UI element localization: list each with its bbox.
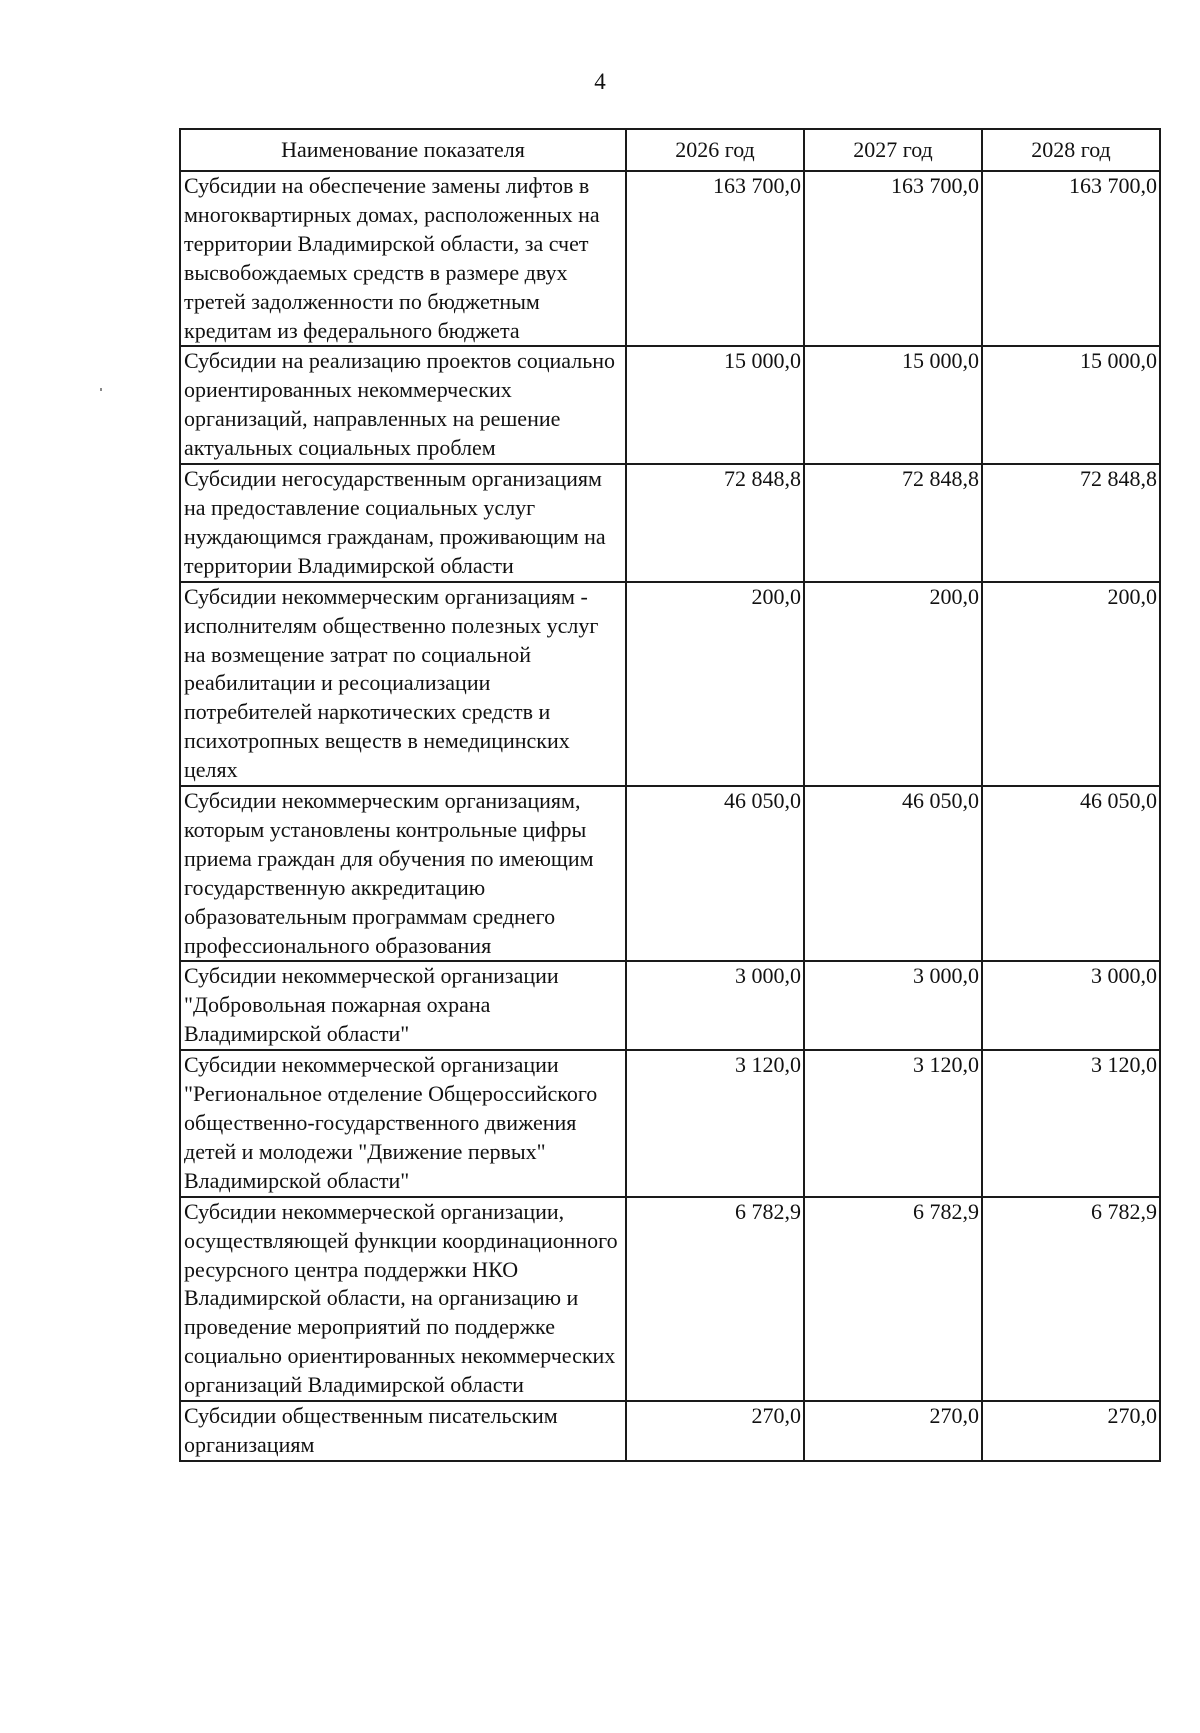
value-2028: 3 120,0: [982, 1050, 1160, 1197]
table-row: [180, 582, 1160, 786]
value-2026: 6 782,9: [626, 1197, 804, 1401]
table-row: [180, 786, 1160, 961]
value-2026: 3 000,0: [626, 961, 804, 1050]
value-2028: 6 782,9: [982, 1197, 1160, 1401]
header-year-2026: 2026 год: [626, 129, 804, 171]
value-2027: 6 782,9: [804, 1197, 982, 1401]
value-2027: 270,0: [804, 1401, 982, 1461]
value-2028: 72 848,8: [982, 464, 1160, 582]
table-row: [180, 346, 1160, 464]
indicator-name: Субсидии на реализацию проектов социально ориентированных некоммерческих организаций, направленных на решение актуальных социальных проблем: [180, 346, 626, 464]
table-row: [180, 171, 1160, 346]
indicator-name: Субсидии некоммерческой организации "Региональное отделение Общероссийского общественно-государственного движения детей и молодежи "Движение первых" Владимирской области": [180, 1050, 626, 1197]
value-2028: 270,0: [982, 1401, 1160, 1461]
budget-table: [179, 128, 1161, 1462]
table-row: [180, 464, 1160, 582]
value-2028: 46 050,0: [982, 786, 1160, 961]
indicator-name: Субсидии некоммерческим организациям - исполнителям общественно полезных услуг на возмещение затрат по социальной реабилитации и ресоциализации потребителей наркотических средств и психотропных веществ в немедицинских целях: [180, 582, 626, 786]
value-2028: 163 700,0: [982, 171, 1160, 346]
table-row: [180, 1401, 1160, 1461]
indicator-name: Субсидии негосударственным организациям на предоставление социальных услуг нуждающимся гражданам, проживающим на территории Владимирской области: [180, 464, 626, 582]
value-2026: 3 120,0: [626, 1050, 804, 1197]
value-2026: 270,0: [626, 1401, 804, 1461]
header-year-2028: 2028 год: [982, 129, 1160, 171]
value-2027: 163 700,0: [804, 171, 982, 346]
value-2027: 200,0: [804, 582, 982, 786]
header-indicator-name: Наименование показателя: [180, 129, 626, 171]
indicator-name: Субсидии некоммерческим организациям, которым установлены контрольные цифры приема граждан для обучения по имеющим государственную аккредитацию образовательным программам среднего профессионального образования: [180, 786, 626, 961]
value-2026: 200,0: [626, 582, 804, 786]
value-2028: 15 000,0: [982, 346, 1160, 464]
indicator-name: Субсидии некоммерческой организации "Добровольная пожарная охрана Владимирской области": [180, 961, 626, 1050]
indicator-name: Субсидии некоммерческой организации, осуществляющей функции координационного ресурсного центра поддержки НКО Владимирской области, на организацию и проведение мероприятий по поддержке социально ориентированных некоммерческих организаций Владимирской области: [180, 1197, 626, 1401]
value-2028: 200,0: [982, 582, 1160, 786]
indicator-name: Субсидии общественным писательским организациям: [180, 1401, 626, 1461]
value-2027: 15 000,0: [804, 346, 982, 464]
table-header-row: [180, 129, 1160, 171]
indicator-name: Субсидии на обеспечение замены лифтов в многоквартирных домах, расположенных на территории Владимирской области, за счет высвобождаемых средств в размере двух третей задолженности по бюджетным кредитам из федерального бюджета: [180, 171, 626, 346]
page-number: 4: [594, 69, 606, 94]
value-2027: 72 848,8: [804, 464, 982, 582]
table-row: [180, 1197, 1160, 1401]
value-2028: 3 000,0: [982, 961, 1160, 1050]
value-2027: 3 120,0: [804, 1050, 982, 1197]
value-2026: 15 000,0: [626, 346, 804, 464]
value-2027: 3 000,0: [804, 961, 982, 1050]
table-row: [180, 1050, 1160, 1197]
table-row: [180, 961, 1160, 1050]
value-2027: 46 050,0: [804, 786, 982, 961]
value-2026: 46 050,0: [626, 786, 804, 961]
header-year-2027: 2027 год: [804, 129, 982, 171]
value-2026: 163 700,0: [626, 171, 804, 346]
scan-mark: [100, 388, 102, 391]
value-2026: 72 848,8: [626, 464, 804, 582]
